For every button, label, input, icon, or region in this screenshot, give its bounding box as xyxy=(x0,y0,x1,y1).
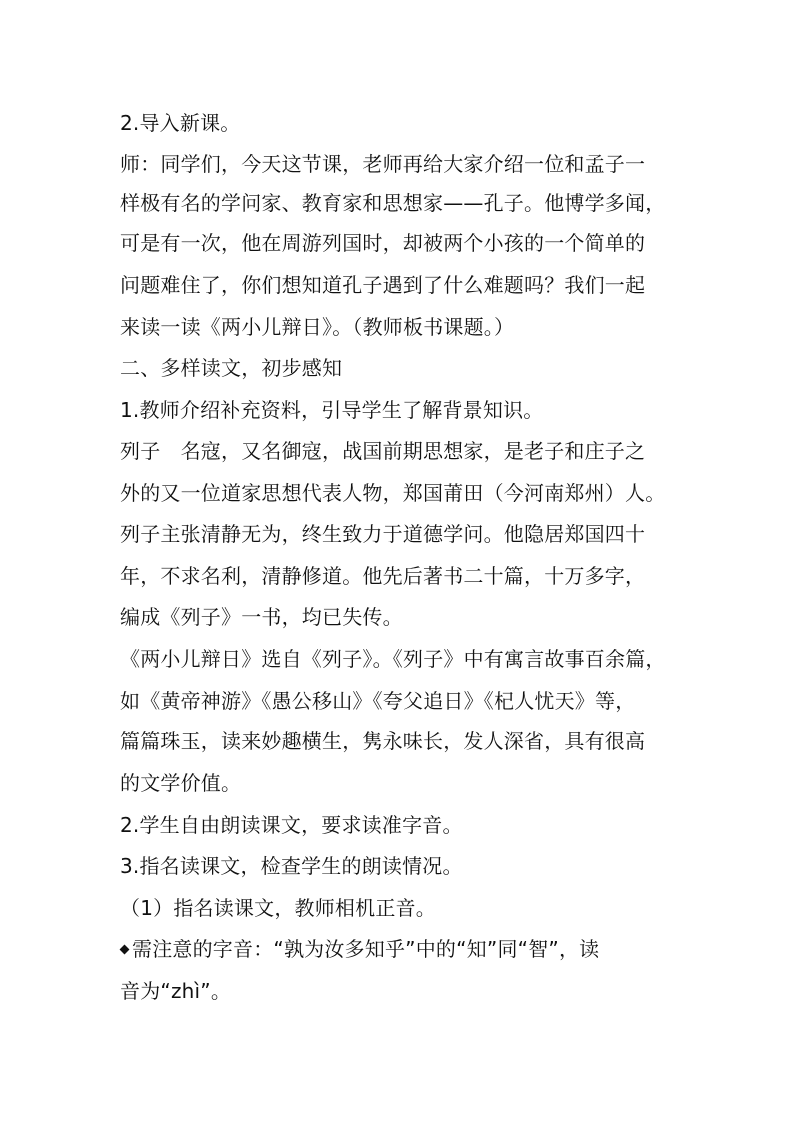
bullet-line xyxy=(120,937,700,961)
paragraph-line: 样极有名的学问家、教育家和思想家——孔子。他博学多闻， xyxy=(120,191,666,215)
paragraph-line: 问题难住了，你们想知道孔子遇到了什么难题吗？我们一起 xyxy=(120,273,646,297)
paragraph-line: 来读一读《两小儿辩日》。（教师板书课题。） xyxy=(120,315,515,339)
section-heading-import: 2.导入新课。 xyxy=(120,111,241,135)
diamond-bullet-icon xyxy=(120,945,130,955)
paragraph-line: 的文学价值。 xyxy=(120,771,242,795)
paragraph-line: 列子 名寇，又名御寇，战国前期思想家，是老子和庄子之 xyxy=(120,439,646,463)
paragraph-line: 《两小儿辩日》选自《列子》。《列子》中有寓言故事百余篇， xyxy=(120,647,666,671)
bullet-text: 需注意的字音：“孰为汝多知乎”中的“知”同“智”，读 xyxy=(132,937,600,961)
paragraph-line: 列子主张清静无为，终生致力于道德学问。他隐居郑国四十 xyxy=(120,522,646,546)
paragraph-line: 篇篇珠玉，读来妙趣横生，隽永味长，发人深省，具有很高 xyxy=(120,729,646,753)
paragraph-line: 1.教师介绍补充资料，引导学生了解背景知识。 xyxy=(120,398,544,422)
section-heading-reading: 二、多样读文，初步感知 xyxy=(120,356,343,380)
paragraph-line: 3.指名读课文，检查学生的朗读情况。 xyxy=(120,854,463,878)
paragraph-line: （1）指名读课文，教师相机正音。 xyxy=(120,896,436,920)
paragraph-line: 可是有一次，他在周游列国时，却被两个小孩的一个简单的 xyxy=(120,231,646,255)
paragraph-line: 2.学生自由朗读课文，要求读准字音。 xyxy=(120,813,463,837)
paragraph-line: 如《黄帝神游》《愚公移山》《夸父追日》《杞人忧天》等， xyxy=(120,689,636,713)
paragraph-line: 师：同学们，今天这节课，老师再给大家介绍一位和孟子一 xyxy=(120,152,646,176)
paragraph-line: 年，不求名利，清静修道。他先后著书二十篇，十万多字， xyxy=(120,564,646,588)
paragraph-line: 编成《列子》一书，均已失传。 xyxy=(120,605,403,629)
paragraph-line: 外的又一位道家思想代表人物，郑国莆田（今河南郑州）人。 xyxy=(120,481,666,505)
paragraph-line: 音为“zhì”。 xyxy=(120,979,232,1003)
